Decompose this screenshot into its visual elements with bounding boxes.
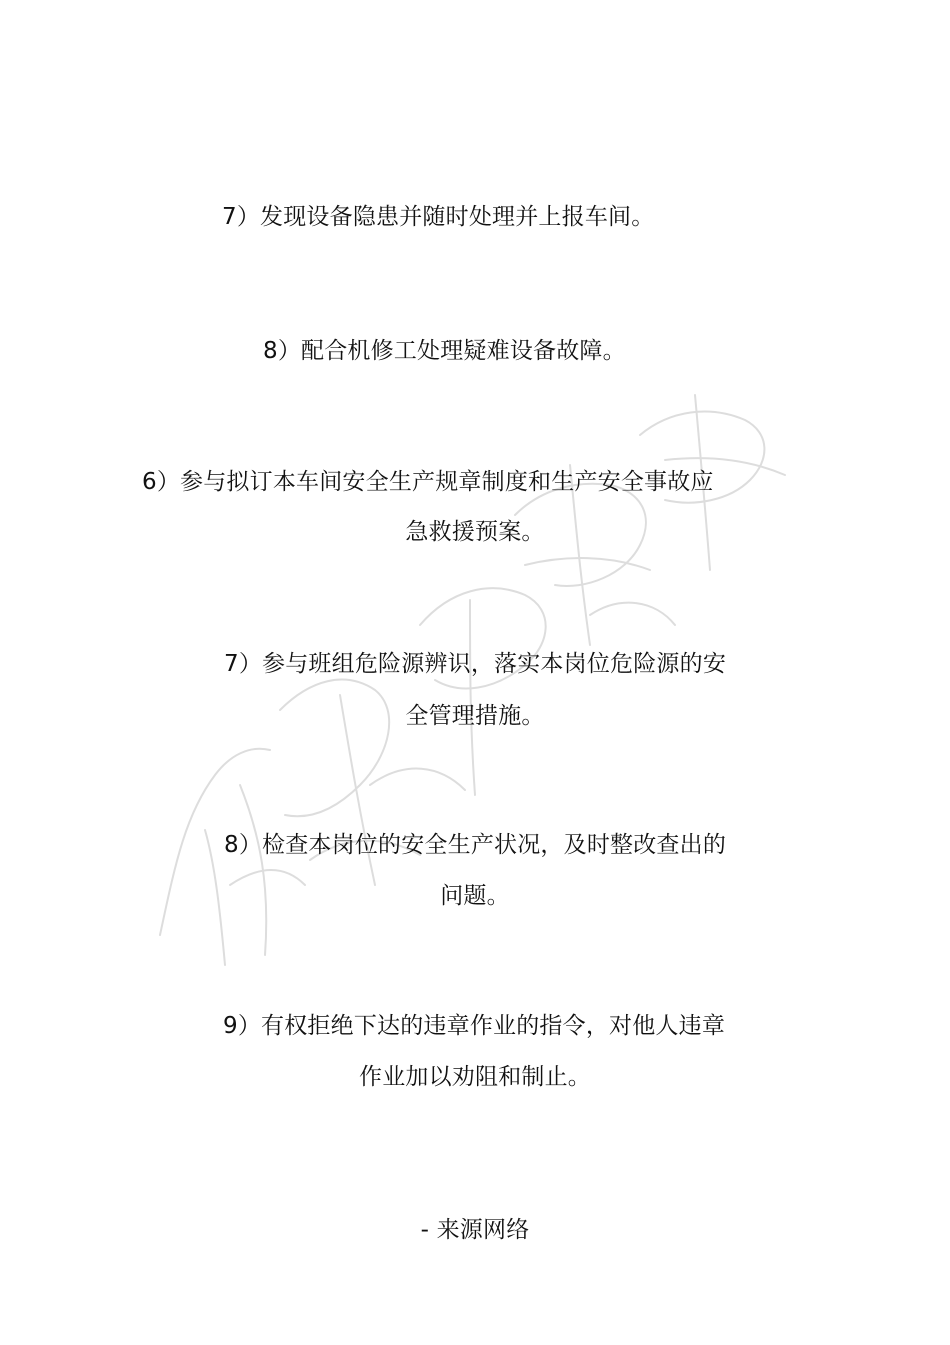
item-9-line-1: 9）有权拒绝下达的违章作业的指令，对他人违章 [223,1013,726,1039]
item-7-line-2: 全管理措施。 [405,703,545,729]
item-9-line-2: 作业加以劝阻和制止。 [359,1064,591,1090]
item-7-line-1: 7）参与班组危险源辨识，落实本岗位危险源的安 [224,651,727,677]
footer-source: - 来源网络 [420,1217,530,1243]
item-6-line-1: 6）参与拟订本车间安全生产规章制度和生产安全事故应 [142,469,714,495]
item-7-line: 7）发现设备隐患并随时处理并上报车间。 [222,204,655,230]
item-8-line-2: 问题。 [440,883,510,909]
item-6-line-2: 急救援预案。 [405,519,545,545]
item-8-line: 8）配合机修工处理疑难设备故障。 [263,338,626,364]
item-8-line-1: 8）检查本岗位的安全生产状况，及时整改查出的 [224,832,727,858]
